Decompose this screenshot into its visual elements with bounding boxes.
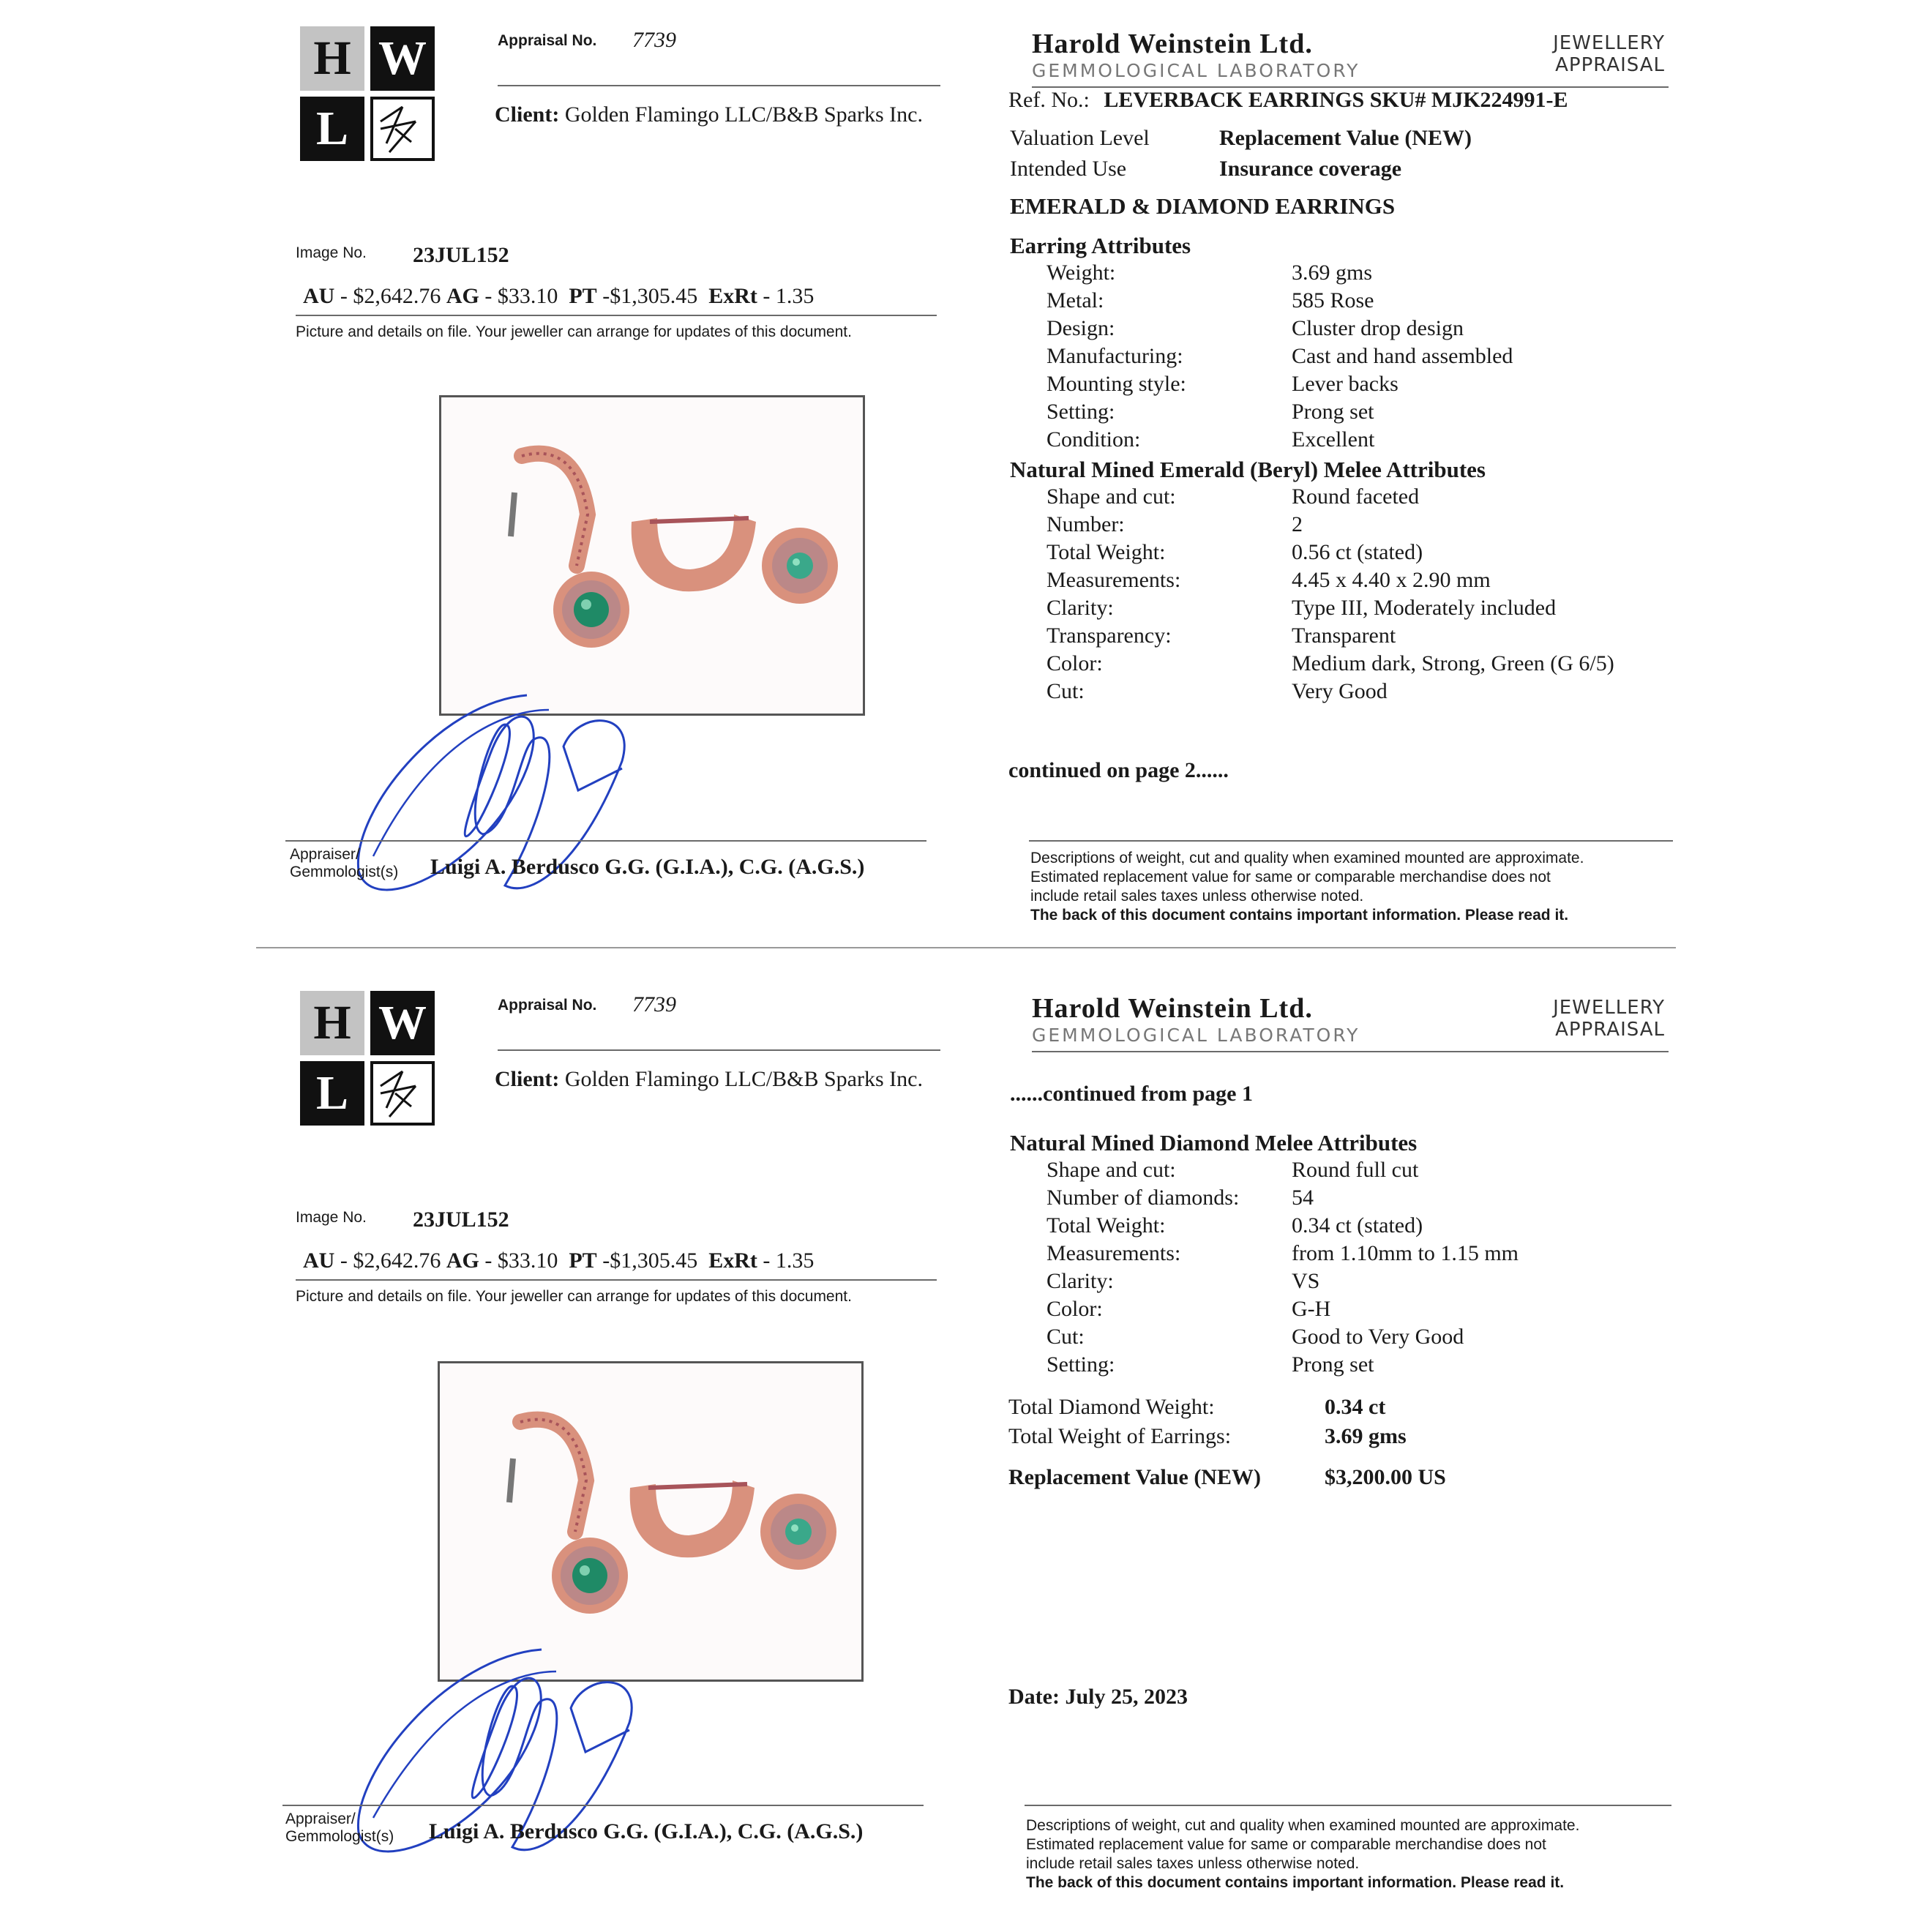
image-note: Picture and details on file. Your jeweller can arrange for updates of this document. (296, 323, 852, 340)
attr-value: 3.69 gms (1292, 261, 1373, 285)
attr-value: Very Good (1292, 679, 1388, 703)
attr-value: Type III, Moderately included (1292, 596, 1557, 620)
attr-value: Excellent (1292, 427, 1375, 452)
disclaimer-line4: The back of this document contains important information. Please read it. (1030, 907, 1569, 924)
hwl-logo (300, 26, 439, 165)
attr-row (1010, 1325, 1669, 1352)
attr-key: Total Weight: (1046, 1213, 1166, 1238)
attr-key: Measurements: (1046, 568, 1181, 592)
attr-key: Shape and cut: (1046, 484, 1176, 509)
replacement-value-label: Replacement Value (NEW) (1008, 1465, 1261, 1489)
intended-use-label: Intended Use (1010, 157, 1127, 181)
attr-key: Total Weight: (1046, 540, 1166, 564)
attr-row (1010, 427, 1669, 455)
logo-letter-l: L (300, 97, 364, 161)
client-name: Golden Flamingo LLC/B&B Sparks Inc. (564, 1067, 923, 1091)
earrings-photo (438, 1361, 864, 1682)
image-no: 23JUL152 (413, 1208, 509, 1232)
intended-use-value: Insurance coverage (1219, 157, 1402, 181)
image-no-label: Image No. (296, 244, 367, 261)
attr-key: Cut: (1046, 679, 1085, 703)
attr-key: Mounting style: (1046, 372, 1186, 396)
appraisal-word: APPRAISAL (1555, 54, 1665, 76)
company-name: Harold Weinstein Ltd. (1032, 993, 1313, 1024)
date-line (1008, 1685, 1188, 1710)
total-earrings-weight-value: 3.69 gms (1325, 1424, 1407, 1448)
jewellery-appraisal-label (1522, 32, 1665, 76)
exrt-value: 1.35 (775, 1248, 815, 1273)
client-line (495, 1067, 923, 1092)
earrings-illustration (441, 397, 863, 714)
attr-value: Round faceted (1292, 484, 1420, 509)
disclaimer-line1: Descriptions of weight, cut and quality when examined mounted are approximate. (1030, 850, 1584, 866)
earrings-illustration (440, 1363, 861, 1680)
jewellery-appraisal-label (1522, 997, 1665, 1041)
hwl-logo (300, 991, 439, 1130)
disclaimer (1026, 1816, 1579, 1892)
attr-key: Number of diamonds: (1046, 1186, 1240, 1210)
attr-key: Setting: (1046, 1352, 1115, 1377)
attr-key: Shape and cut: (1046, 1158, 1176, 1182)
diamond-attributes-title: Natural Mined Diamond Melee Attributes (1010, 1130, 1418, 1156)
continued-note: continued on page 2...... (1008, 758, 1229, 782)
attr-row (1010, 1269, 1669, 1297)
disclaimer-line3: include retail sales taxes unless otherwise noted. (1026, 1855, 1360, 1872)
attr-key: Metal: (1046, 288, 1104, 312)
disclaimer-line1: Descriptions of weight, cut and quality when examined mounted are approximate. (1026, 1817, 1580, 1834)
pt-price: $1,305.45 (610, 1248, 698, 1273)
logo-letter-h: H (300, 26, 364, 91)
ag-price: $33.10 (497, 1248, 558, 1273)
attr-row (1010, 1241, 1669, 1269)
attr-key: Color: (1046, 1297, 1103, 1321)
attr-row (1010, 679, 1669, 707)
pt-price: $1,305.45 (610, 284, 698, 308)
attr-value: 0.34 ct (stated) (1292, 1213, 1423, 1238)
disclaimer-line2: Estimated replacement value for same or comparable merchandise does not (1030, 869, 1551, 886)
valuation-value: Replacement Value (NEW) (1219, 126, 1472, 150)
attr-key: Manufacturing: (1046, 344, 1183, 368)
client-label: Client: (495, 102, 560, 127)
pt-label: PT (569, 284, 597, 308)
laboratory-label: GEMMOLOGICAL LABORATORY (1032, 60, 1360, 81)
ref-label: Ref. No.: (1008, 88, 1090, 112)
ag-label: AG (446, 1248, 479, 1273)
attr-value: Lever backs (1292, 372, 1399, 396)
exrt-value: 1.35 (775, 284, 815, 308)
attr-value: Prong set (1292, 400, 1374, 424)
jewellery-word: JEWELLERY (1553, 997, 1665, 1019)
date-label: Date: (1008, 1685, 1060, 1709)
logo-emblem-icon (370, 1061, 435, 1126)
disclaimer-line4: The back of this document contains important information. Please read it. (1026, 1874, 1565, 1891)
page-divider (256, 947, 1676, 948)
replacement-value: $3,200.00 US (1325, 1465, 1446, 1489)
total-diamond-weight-label: Total Diamond Weight: (1008, 1395, 1215, 1419)
earring-attributes-title: Earring Attributes (1010, 233, 1191, 258)
pt-label: PT (569, 1248, 597, 1273)
exrt-label: ExRt (708, 284, 757, 308)
attr-value: Transparent (1292, 624, 1396, 648)
attr-value: Round full cut (1292, 1158, 1419, 1182)
appraisal-no-label: Appraisal No. (498, 32, 597, 49)
attr-value: 4.45 x 4.40 x 2.90 mm (1292, 568, 1491, 592)
au-price: $2,642.76 (353, 1248, 441, 1273)
image-no-label: Image No. (296, 1209, 367, 1226)
attr-value: Good to Very Good (1292, 1325, 1464, 1349)
attr-key: Setting: (1046, 400, 1115, 424)
laboratory-label: GEMMOLOGICAL LABORATORY (1032, 1025, 1360, 1046)
attr-value: 54 (1292, 1186, 1314, 1210)
logo-letter-w: W (370, 991, 435, 1055)
appraisal-page-2 (0, 965, 1932, 1931)
attr-row (1010, 624, 1669, 651)
attr-row (1010, 261, 1669, 288)
attr-key: Measurements: (1046, 1241, 1181, 1265)
emerald-attributes-title: Natural Mined Emerald (Beryl) Melee Attributes (1010, 457, 1486, 482)
appraiser-label-line2: Gemmologist(s) (285, 1828, 394, 1845)
attr-value: G-H (1292, 1297, 1331, 1321)
client-label: Client: (495, 1067, 560, 1091)
disclaimer-line3: include retail sales taxes unless otherwise noted. (1030, 888, 1364, 905)
attr-row (1010, 512, 1669, 540)
au-label: AU (303, 284, 335, 308)
image-note: Picture and details on file. Your jeweller can arrange for updates of this document. (296, 1288, 852, 1305)
attr-row (1010, 1213, 1669, 1241)
attr-value: 585 Rose (1292, 288, 1374, 312)
attr-key: Clarity: (1046, 596, 1114, 620)
attr-row (1010, 568, 1669, 596)
attr-value: Cluster drop design (1292, 316, 1464, 340)
attr-key: Condition: (1046, 427, 1141, 452)
attr-value: 0.56 ct (stated) (1292, 540, 1423, 564)
disclaimer (1030, 849, 1584, 925)
logo-letter-l: L (300, 1061, 364, 1126)
client-name: Golden Flamingo LLC/B&B Sparks Inc. (564, 102, 923, 127)
appraiser-label (285, 1811, 394, 1846)
attr-row (1010, 400, 1669, 427)
logo-letter-w: W (370, 26, 435, 91)
attr-value: Cast and hand assembled (1292, 344, 1513, 368)
appraisal-no: 7739 (632, 992, 676, 1016)
attr-row (1010, 1352, 1669, 1380)
attr-value: VS (1292, 1269, 1320, 1293)
client-line (495, 102, 923, 127)
metal-prices: AU - $2,642.76 AG - $33.10 PT -$1,305.45 ExRt - 1.35 (303, 1248, 815, 1273)
attr-row (1010, 316, 1669, 344)
attr-row (1010, 288, 1669, 316)
attr-value: Medium dark, Strong, Green (G 6/5) (1292, 651, 1614, 675)
attr-key: Clarity: (1046, 1269, 1114, 1293)
valuation-label: Valuation Level (1010, 126, 1150, 150)
continued-from-note: ......continued from page 1 (1010, 1082, 1253, 1106)
disclaimer-line2: Estimated replacement value for same or comparable merchandise does not (1026, 1836, 1546, 1853)
image-no: 23JUL152 (413, 243, 509, 267)
appraiser-name: Luigi A. Berdusco G.G. (G.I.A.), C.G. (A.G.S.) (430, 855, 865, 879)
au-price: $2,642.76 (353, 284, 441, 308)
attr-key: Number: (1046, 512, 1125, 536)
company-name: Harold Weinstein Ltd. (1032, 29, 1313, 59)
attr-key: Transparency: (1046, 624, 1172, 648)
attr-row (1010, 372, 1669, 400)
attr-key: Color: (1046, 651, 1103, 675)
total-earrings-weight-label: Total Weight of Earrings: (1008, 1424, 1232, 1448)
attr-row (1010, 1186, 1669, 1213)
total-diamond-weight-value: 0.34 ct (1325, 1395, 1386, 1419)
exrt-label: ExRt (708, 1248, 757, 1273)
attr-value: from 1.10mm to 1.15 mm (1292, 1241, 1519, 1265)
appraisal-no-label: Appraisal No. (498, 997, 597, 1014)
attr-key: Cut: (1046, 1325, 1085, 1349)
item-title: EMERALD & DIAMOND EARRINGS (1010, 193, 1396, 219)
appraiser-label-line1: Appraiser/ (285, 1811, 356, 1827)
signature-icon (344, 1635, 681, 1884)
appraiser-label-line1: Appraiser/ (290, 846, 360, 863)
appraisal-word: APPRAISAL (1555, 1019, 1665, 1041)
metal-prices: AU - $2,642.76 AG - $33.10 PT -$1,305.45 ExRt - 1.35 (303, 284, 815, 308)
ag-label: AG (446, 284, 479, 308)
attr-row (1010, 1158, 1669, 1186)
appraisal-no: 7739 (632, 28, 676, 52)
ref-value: LEVERBACK EARRINGS SKU# MJK224991-E (1104, 88, 1568, 112)
attr-row (1010, 596, 1669, 624)
logo-letter-h: H (300, 991, 364, 1055)
jewellery-word: JEWELLERY (1553, 32, 1665, 54)
attr-row (1010, 344, 1669, 372)
appraiser-label (290, 846, 398, 881)
appraiser-name: Luigi A. Berdusco G.G. (G.I.A.), C.G. (A.G.S.) (429, 1819, 864, 1843)
ref-line (1008, 88, 1568, 113)
au-label: AU (303, 1248, 335, 1273)
attr-row (1010, 651, 1669, 679)
attr-row (1010, 484, 1669, 512)
attr-row (1010, 1297, 1669, 1325)
attr-value: 2 (1292, 512, 1303, 536)
logo-emblem-icon (370, 97, 435, 161)
ag-price: $33.10 (497, 284, 558, 308)
attr-row (1010, 540, 1669, 568)
attr-key: Weight: (1046, 261, 1116, 285)
attr-key: Design: (1046, 316, 1115, 340)
appraiser-label-line2: Gemmologist(s) (290, 864, 399, 880)
date-value: July 25, 2023 (1065, 1685, 1188, 1709)
attr-value: Prong set (1292, 1352, 1374, 1377)
earrings-photo (439, 395, 865, 716)
